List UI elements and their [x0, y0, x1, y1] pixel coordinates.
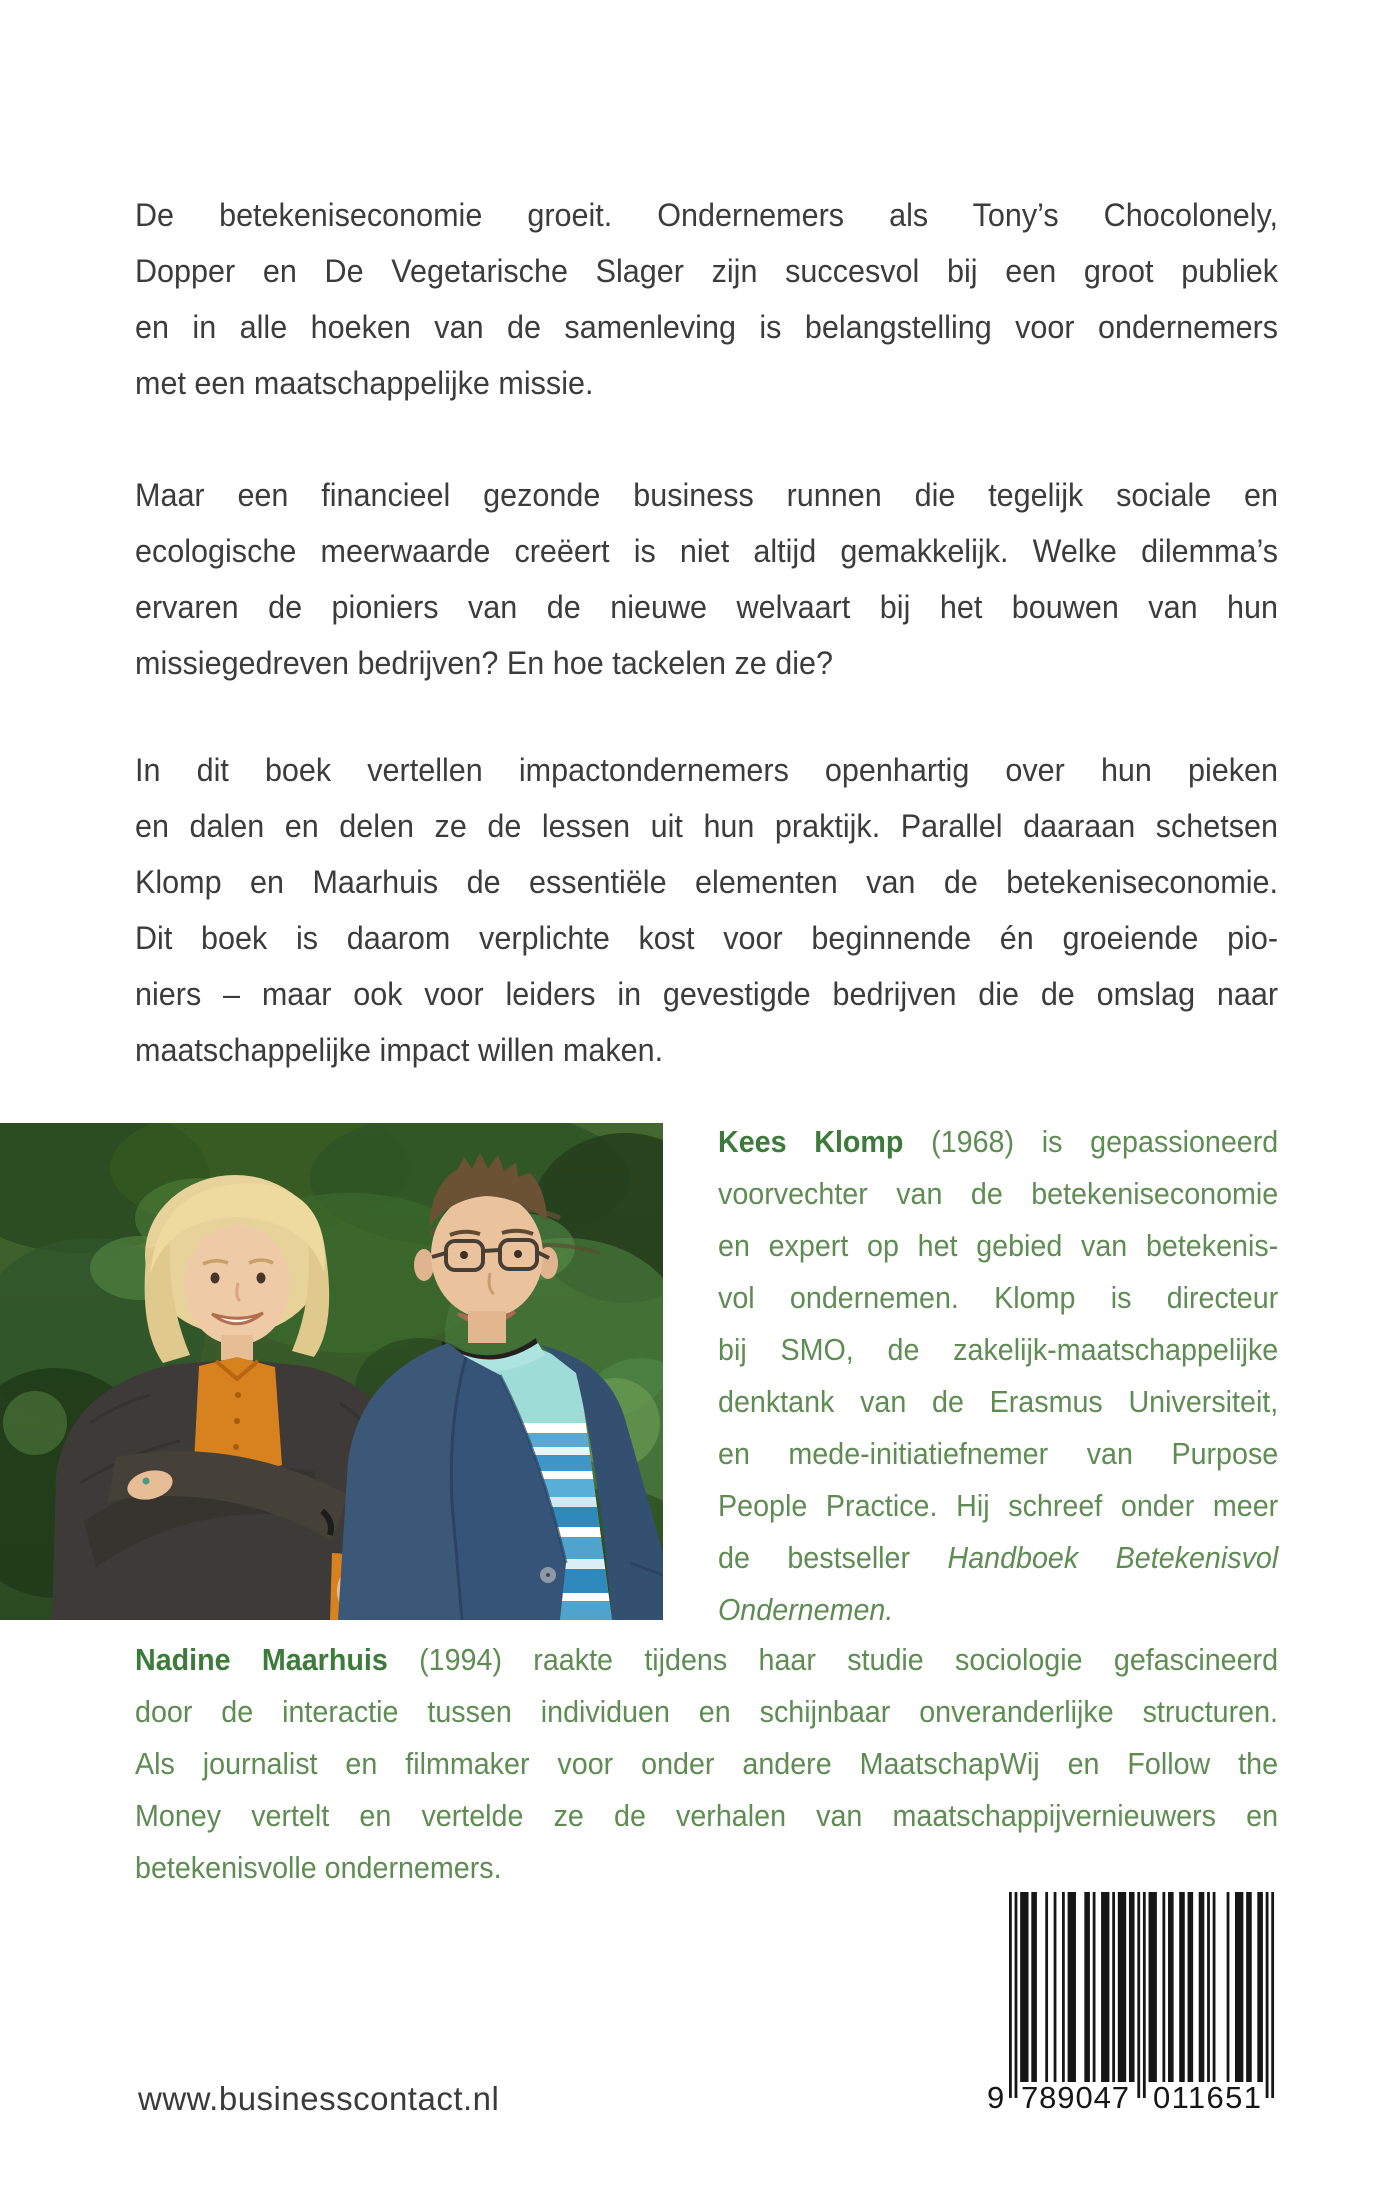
barcode [985, 1888, 1277, 2110]
publisher-website: www.businesscontact.nl [138, 2080, 500, 2117]
blurb-line: met een maatschappelijke missie. [135, 365, 594, 401]
bio-line: Nadine Maarhuis (1994) raakte tijdens haar studie sociologie gefascineerd [135, 1643, 1279, 1677]
bio-line: en expert op het gebied van betekenis- [718, 1229, 1279, 1263]
bio-line: People Practice. Hij schreef onder meer [718, 1489, 1279, 1523]
author-name-maarhuis: Nadine Maarhuis [135, 1643, 388, 1677]
blurb-line: Klomp en Maarhuis de essentiële elementen van de betekeniseconomie. [135, 864, 1279, 900]
barcode-digit-group1: 789047 [1021, 2080, 1129, 2110]
barcode-digit-lead: 9 [987, 2080, 1005, 2110]
blurb-line: en dalen en delen ze de lessen uit hun praktijk. Parallel daaraan schetsen [135, 808, 1279, 844]
bio-line: denktank van de Erasmus Universiteit, [718, 1385, 1279, 1419]
author-name-klomp: Kees Klomp [718, 1125, 904, 1159]
bio-line: betekenisvolle ondernemers. [135, 1851, 502, 1885]
blurb-line: missiegedreven bedrijven? En hoe tackelen ze die? [135, 645, 834, 681]
bio-line: door de interactie tussen individuen en schijnbaar onveranderlijke structuren. [135, 1695, 1279, 1729]
blurb-paragraph-1 [135, 187, 1351, 411]
blurb-line: Dopper en De Vegetarische Slager zijn succesvol bij een groot publiek [135, 253, 1279, 289]
bio-line: en mede-initiatiefnemer van Purpose [718, 1437, 1279, 1471]
blurb-paragraph-2 [135, 467, 1351, 691]
bio-line: Als journalist en filmmaker voor onder andere MaatschapWij en Follow the [135, 1747, 1279, 1781]
bio-line: vol ondernemen. Klomp is directeur [718, 1281, 1279, 1315]
blurb-line: niers – maar ook voor leiders in gevestigde bedrijven die de omslag naar [135, 976, 1279, 1012]
barcode-bars [1009, 1892, 1274, 2098]
blurb-line: De betekeniseconomie groeit. Ondernemers als Tony’s Chocolonely, [135, 197, 1279, 233]
blurb-paragraph-3 [135, 742, 1351, 1078]
blurb-line: ervaren de pioniers van de nieuwe welvaart bij het bouwen van hun [135, 589, 1279, 625]
blurb-line: In dit boek vertellen impactondernemers openhartig over hun pieken [135, 752, 1279, 788]
maarhuis-bio-block [135, 1634, 1351, 1894]
authors-photo [0, 1123, 663, 1620]
bio-line: de bestseller Handboek Betekenisvol [718, 1541, 1279, 1575]
klomp-bio-column [718, 1116, 1314, 1636]
blurb-line: Maar een financieel gezonde business runnen die tegelijk sociale en [135, 477, 1279, 513]
bio-line: voorvechter van de betekeniseconomie [718, 1177, 1279, 1211]
blurb-line: Dit boek is daarom verplichte kost voor beginnende én groeiende pio- [135, 920, 1279, 956]
blurb-line: maatschappelijke impact willen maken. [135, 1032, 664, 1068]
blurb-line: ecologische meerwaarde creëert is niet altijd gemakkelijk. Welke dilemma’s [135, 533, 1279, 569]
bio-line: bij SMO, de zakelijk-maatschappelijke [718, 1333, 1279, 1367]
bio-line: Money vertelt en vertelde ze de verhalen van maatschappijvernieuwers en [135, 1799, 1279, 1833]
barcode-digits [987, 2080, 1261, 2110]
book-title-reference: Ondernemen. [718, 1593, 894, 1627]
barcode-digit-group2: 011651 [1153, 2080, 1261, 2110]
bio-line: Kees Klomp (1968) is gepassioneerd [718, 1125, 1279, 1159]
book-title-reference: Handboek Betekenisvol [947, 1541, 1279, 1575]
blurb-line: en in alle hoeken van de samenleving is belangstelling voor ondernemers [135, 309, 1279, 345]
